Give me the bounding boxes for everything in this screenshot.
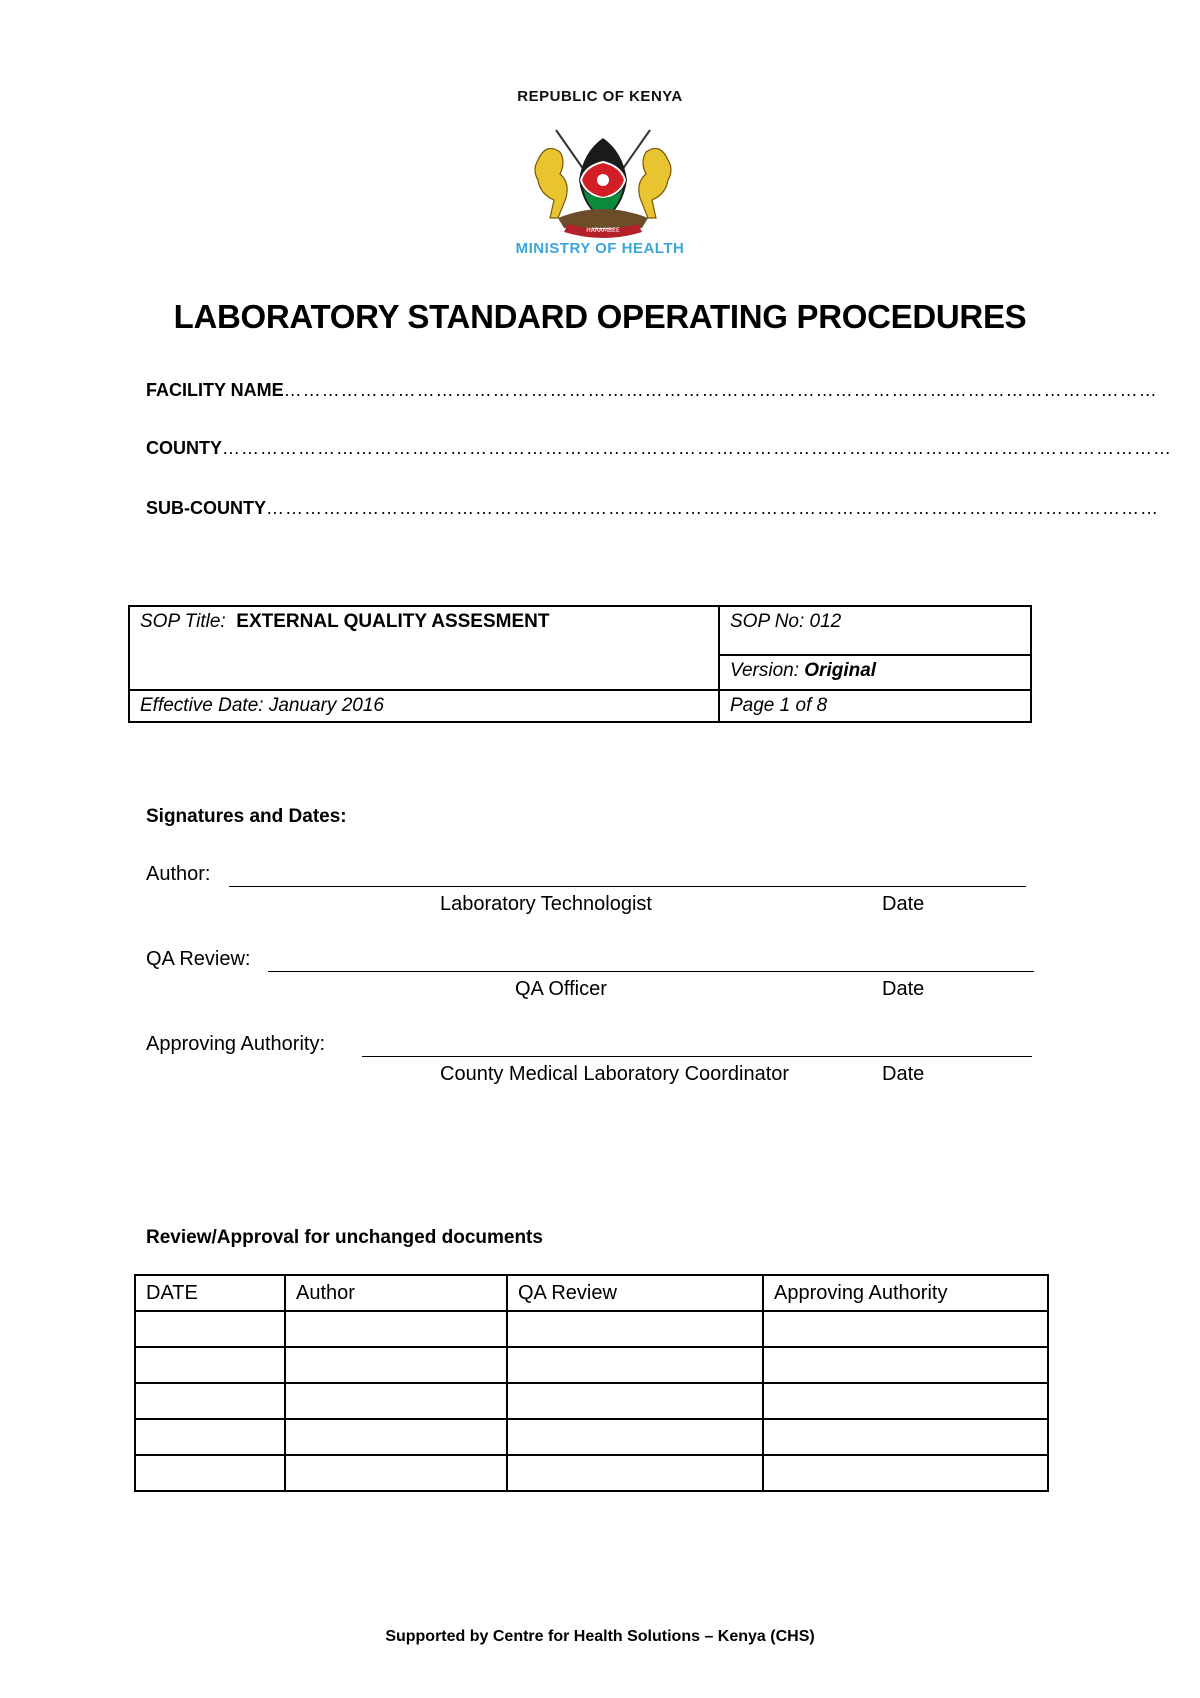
table-row	[135, 1347, 1048, 1383]
author-signature-label: Author:	[146, 863, 211, 885]
empty-cell	[507, 1419, 763, 1455]
table-row	[135, 1311, 1048, 1347]
review-approval-heading: Review/Approval for unchanged documents	[146, 1227, 543, 1248]
version-value: Original	[804, 659, 877, 681]
table-header-row	[135, 1275, 1048, 1311]
sop-title-cell	[129, 606, 719, 690]
signatures-heading: Signatures and Dates:	[146, 806, 347, 827]
page-count: Page 1 of 8	[719, 690, 1031, 722]
ministry-heading: MINISTRY OF HEALTH	[515, 240, 685, 257]
empty-cell	[135, 1347, 285, 1383]
empty-cell	[285, 1311, 507, 1347]
sop-title-label: SOP Title:	[140, 611, 226, 632]
fill-in-dots: ……………………………………………………………………………………………………………………………………	[222, 438, 1172, 458]
empty-cell	[135, 1383, 285, 1419]
county-field	[146, 438, 1172, 459]
empty-cell	[285, 1383, 507, 1419]
empty-cell	[507, 1455, 763, 1491]
approving-role: County Medical Laboratory Coordinator	[440, 1063, 790, 1085]
empty-cell	[507, 1347, 763, 1383]
empty-cell	[763, 1455, 1048, 1491]
qa-signature-line	[268, 971, 1034, 972]
table-row	[135, 1383, 1048, 1419]
country-heading: REPUBLIC OF KENYA	[517, 88, 683, 105]
kenya-coat-of-arms-logo	[528, 120, 678, 240]
approving-signature-line	[362, 1056, 1032, 1057]
version-label: Version:	[730, 659, 799, 681]
sop-number: SOP No: 012	[719, 606, 1031, 655]
table-row	[135, 1455, 1048, 1491]
sub-county-field	[146, 498, 1159, 519]
empty-cell	[135, 1419, 285, 1455]
qa-role: QA Officer	[515, 978, 607, 1000]
facility-name-label: FACILITY NAME	[146, 380, 284, 400]
sop-version-cell	[719, 655, 1031, 690]
county-label: COUNTY	[146, 438, 222, 458]
facility-name-field	[146, 380, 1158, 401]
column-header-qa-review: QA Review	[507, 1275, 763, 1311]
empty-cell	[285, 1419, 507, 1455]
fill-in-dots: ……………………………………………………………………………………………………………………………	[266, 498, 1159, 518]
author-date-label: Date	[882, 893, 925, 915]
sub-county-label: SUB-COUNTY	[146, 498, 266, 518]
empty-cell	[763, 1419, 1048, 1455]
review-approval-table	[134, 1274, 1049, 1492]
qa-date-label: Date	[882, 978, 925, 1000]
page-title: LABORATORY STANDARD OPERATING PROCEDURES	[173, 298, 1027, 335]
empty-cell	[763, 1347, 1048, 1383]
sop-info-table	[128, 605, 1032, 723]
fill-in-dots: …………………………………………………………………………………………………………………………	[283, 380, 1158, 400]
column-header-date: DATE	[135, 1275, 285, 1311]
column-header-author: Author	[285, 1275, 507, 1311]
empty-cell	[507, 1311, 763, 1347]
empty-cell	[507, 1383, 763, 1419]
footer-support-note: Supported by Centre for Health Solutions – Kenya (CHS)	[385, 1628, 815, 1645]
effective-date: Effective Date: January 2016	[129, 690, 719, 722]
author-signature-line	[229, 886, 1026, 887]
author-role: Laboratory Technologist	[440, 893, 652, 915]
empty-cell	[285, 1455, 507, 1491]
empty-cell	[135, 1455, 285, 1491]
empty-cell	[285, 1347, 507, 1383]
table-row	[135, 1419, 1048, 1455]
approving-signature-label: Approving Authority:	[146, 1033, 325, 1055]
crest-motto: HARAMBEE	[586, 227, 620, 234]
qa-signature-label: QA Review:	[146, 948, 251, 970]
empty-cell	[135, 1311, 285, 1347]
empty-cell	[763, 1383, 1048, 1419]
column-header-approving-authority: Approving Authority	[763, 1275, 1048, 1311]
empty-cell	[763, 1311, 1048, 1347]
approving-date-label: Date	[882, 1063, 925, 1085]
sop-title-value: EXTERNAL QUALITY ASSESMENT	[236, 611, 550, 632]
